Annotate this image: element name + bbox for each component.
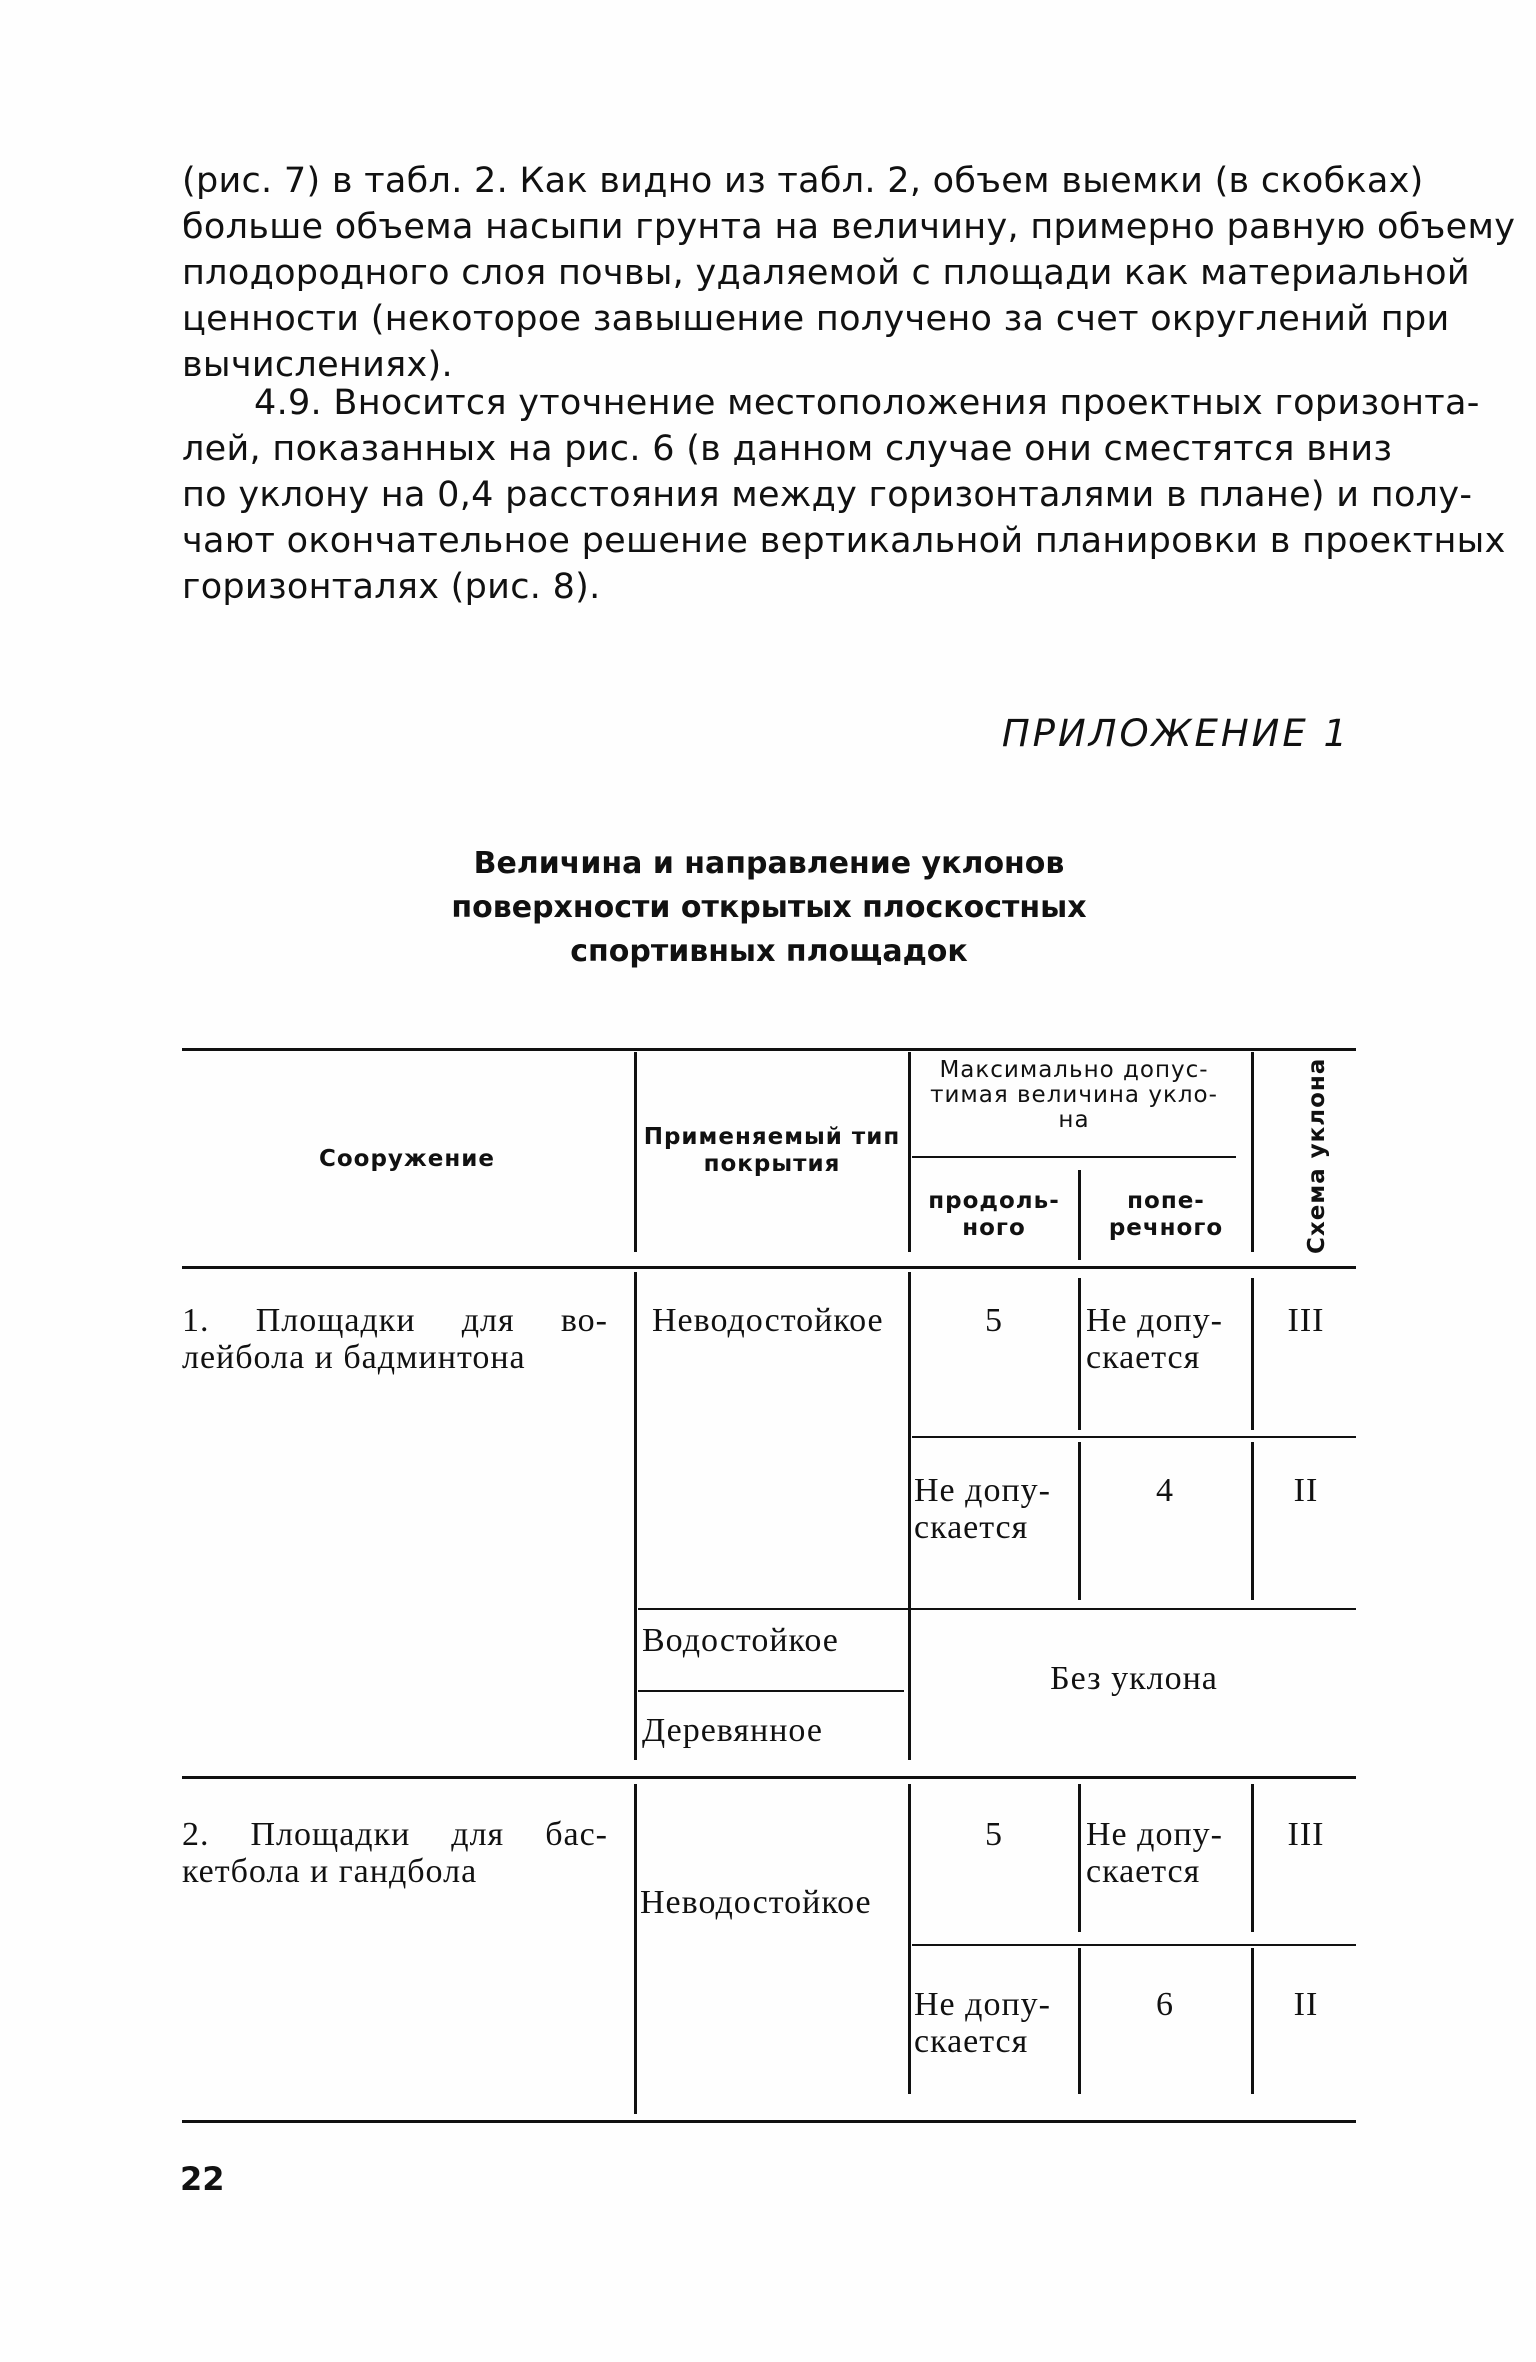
row-divider bbox=[1078, 1784, 1081, 1932]
row1b-transverse: 4 bbox=[1156, 1472, 1174, 1509]
row2-transverse: Не допу-скается bbox=[1086, 1816, 1223, 1890]
table-bottom-rule bbox=[182, 2120, 1356, 2123]
row-divider bbox=[908, 1784, 911, 2094]
table-title-line: поверхности открытых плоскостных bbox=[451, 890, 1087, 925]
page-number: 22 bbox=[180, 2160, 225, 2198]
table-top-rule bbox=[182, 1048, 1356, 1051]
text-line: 4.9. Вносится уточнение местоположения проектных горизонта- bbox=[254, 383, 1480, 423]
row-rule bbox=[912, 1436, 1356, 1438]
text-line: ценности (некоторое завышение получено за счет округлений при bbox=[182, 299, 1450, 339]
row2-structure: 2. Площадки для бас-кетбола и гандбола bbox=[182, 1816, 608, 1890]
text-line: вычислениях). bbox=[182, 345, 453, 385]
row-divider bbox=[1078, 1442, 1081, 1600]
table-title-line: спортивных площадок bbox=[570, 934, 968, 969]
row2-scheme: III bbox=[1287, 1816, 1325, 1853]
row2-coating: Неводостойкое bbox=[640, 1884, 872, 1921]
subheader-rule bbox=[912, 1156, 1236, 1158]
text-line: (рис. 7) в табл. 2. Как видно из табл. 2, объем выемки (в скобках) bbox=[182, 161, 1424, 201]
row-divider bbox=[1251, 1784, 1254, 1932]
row-rule bbox=[638, 1608, 1356, 1610]
table-title bbox=[182, 842, 1356, 974]
header-divider bbox=[1251, 1052, 1254, 1252]
row-divider bbox=[634, 1272, 637, 1760]
header-longitudinal: продоль-ного bbox=[928, 1188, 1060, 1241]
text-line: по уклону на 0,4 расстояния между горизонталями в плане) и полу- bbox=[182, 475, 1473, 515]
row-divider bbox=[1078, 1278, 1081, 1430]
header-bottom-rule bbox=[182, 1266, 1356, 1269]
paragraph-continuation bbox=[182, 158, 1516, 388]
section-rule bbox=[182, 1776, 1356, 1779]
row-divider bbox=[1251, 1278, 1254, 1430]
row-divider bbox=[908, 1272, 911, 1760]
table-title-line: Величина и направление уклонов bbox=[473, 846, 1065, 881]
row1-transverse: Не допу-скается bbox=[1086, 1302, 1223, 1376]
row1-coating-waterproof: Водостойкое bbox=[642, 1622, 839, 1659]
row2b-scheme: II bbox=[1293, 1986, 1319, 2023]
header-coating: Применяемый тип покрытия bbox=[643, 1124, 901, 1177]
appendix-label: ПРИЛОЖЕНИЕ 1 bbox=[1001, 712, 1350, 755]
text-line: плодородного слоя почвы, удаляемой с площади как материальной bbox=[182, 253, 1470, 293]
header-transverse: попе-речного bbox=[1108, 1188, 1224, 1241]
row-rule bbox=[638, 1690, 904, 1692]
header-divider bbox=[908, 1052, 911, 1252]
header-max-slope: Максимально допус-тимая величина укло-на bbox=[930, 1057, 1218, 1133]
text-line: лей, показанных на рис. 6 (в данном случае они сместятся вниз bbox=[182, 429, 1393, 469]
row1b-scheme: II bbox=[1293, 1472, 1319, 1509]
row-divider bbox=[1251, 1442, 1254, 1600]
row1-scheme: III bbox=[1287, 1302, 1325, 1339]
row1-no-slope: Без уклона bbox=[1050, 1660, 1218, 1697]
row2-longitudinal: 5 bbox=[985, 1816, 1003, 1853]
row-divider bbox=[1078, 1948, 1081, 2094]
row-divider bbox=[634, 1784, 637, 2114]
text-line: больше объема насыпи грунта на величину, примерно равную объему bbox=[182, 207, 1516, 247]
row1-coating: Неводостойкое bbox=[652, 1302, 884, 1339]
paragraph-4-9 bbox=[182, 380, 1506, 610]
row-rule bbox=[912, 1944, 1356, 1946]
row1b-longitudinal: Не допу-скается bbox=[914, 1472, 1051, 1546]
header-scheme: Схема уклона bbox=[1304, 1057, 1330, 1254]
row2b-longitudinal: Не допу-скается bbox=[914, 1986, 1051, 2060]
header-divider bbox=[1078, 1170, 1081, 1260]
text-line: чают окончательное решение вертикальной планировки в проектных bbox=[182, 521, 1506, 561]
text-line: горизонталях (рис. 8). bbox=[182, 567, 601, 607]
row1-structure: 1. Площадки для во-лейбола и бадминтона bbox=[182, 1302, 608, 1376]
row1-coating-wooden: Деревянное bbox=[642, 1712, 823, 1749]
header-divider bbox=[634, 1052, 637, 1252]
row-divider bbox=[1251, 1948, 1254, 2094]
row2b-transverse: 6 bbox=[1156, 1986, 1174, 2023]
header-structure: Сооружение bbox=[318, 1146, 496, 1172]
row1-longitudinal: 5 bbox=[985, 1302, 1003, 1339]
